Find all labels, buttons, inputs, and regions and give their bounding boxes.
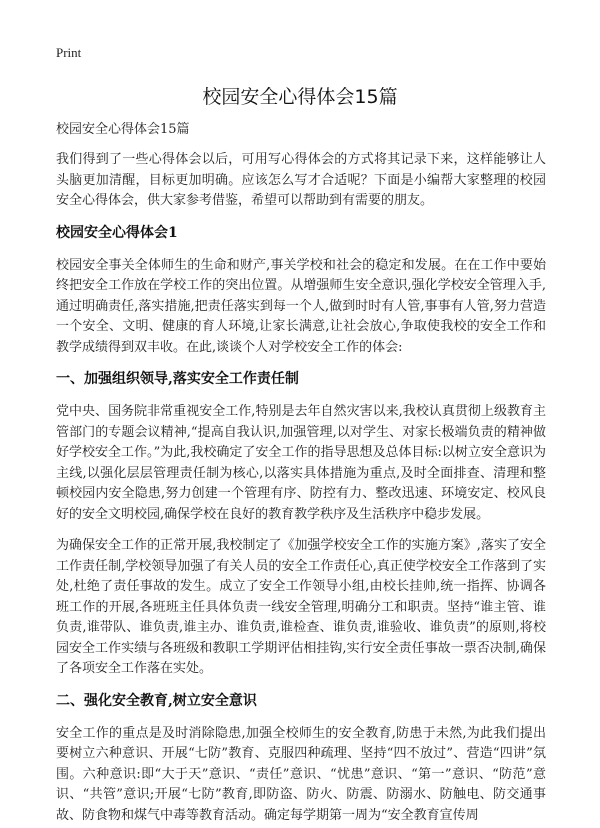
article-subtitle: 校园安全心得体会15篇 [56, 122, 190, 137]
intro-paragraph: 我们得到了一些心得体会以后，可用写心得体会的方式将其记录下来，这样能够让人头脑更加清醒，目标更加明确。应该怎么写才合适呢？下面是小编帮大家整理的校园安全心得体会，供大家参考借鉴，希望可以帮助到有需要的朋友。 [56, 152, 546, 208]
heading-organization: 一、加强组织领导,落实安全工作责任制 [56, 371, 299, 387]
article-body [56, 120, 546, 828]
section-title-1: 校园安全心得体会1 [56, 224, 178, 241]
print-link[interactable]: Print [56, 45, 82, 60]
heading2-paragraph-1: 安全工作的重点是及时消除隐患,加强全校师生的安全教育,防患于未然,为此我们提出要树立六种意识、开展“七防”教育、克服四种疏理、坚持“四不放过”、营造“四讲”氛围。六种意识:即“大于天”意识、“责任”意识、“忧患”意识、“第一”意识、“防范”意识、“共管”意识;开展“七防”教育,即防盗、防火、防震、防溺水、防触电、防交通事故、防食物和煤气中毒等教育活动。确定每学期第一周为“安全教育宣传周 [56, 725, 546, 823]
heading-education: 二、强化安全教育,树立安全意识 [56, 692, 257, 709]
heading1-paragraph-1: 党中央、国务院非常重视安全工作,特别是去年自然灾害以来,我校认真贯彻上级教育主管部门的专题会议精神,“提高自我认识,加强管理,以对学生、对家长极端负责的精神做好学校安全工作。”为此,我校确定了安全工作的指导思想及总体目标:以树立安全意识为主线,以强化层层管理责任制为核心,以落实具体措施为重点,及时全面排查、清理和整顿校园内安全隐患,努力创建一个管理有序、防控有力、整改迅速、环境安定、校风良好的安全文明校园,确保学校在良好的教育教学秩序及生活秩序中稳步发展。 [56, 404, 546, 522]
article-title: 校园安全心得体会15篇 [202, 86, 398, 108]
section1-paragraph-1: 校园安全事关全体师生的生命和财产,事关学校和社会的稳定和发展。在在工作中要始终把安全工作放在学校工作的突出位置。从增强师生安全意识,强化学校安全管理入手,通过明确责任,落实措施,把责任落实到每一个人,做到时时有人管,事事有人管,努力营造一个安全、文明、健康的育人环境,让家长满意,让社会放心,争取使我校的安全工作和教学成绩得到双丰收。在此,谈谈个人对学校安全工作的体会: [56, 257, 546, 355]
heading1-paragraph-2: 为确保安全工作的正常开展,我校制定了《加强学校安全工作的实施方案》,落实了安全工作责任制,学校领导加强了有关人员的安全工作责任心,真正使学校安全工作落到了实处,杜绝了责任事故的发生。成立了安全工作领导小组,由校长挂帅,统一指挥、协调各班工作的开展,各班班主任具体负责一线安全管理,明确分工和职责。坚持“谁主管、谁负责,谁带队、谁负责,谁主办、谁负责,谁检查、谁负责,谁验收、谁负责”的原则,将校园安全工作实绩与各班级和教职工学期评估相挂钩,实行安全责任事故一票否决制,确保了各项安全工作落在实处。 [56, 538, 546, 676]
